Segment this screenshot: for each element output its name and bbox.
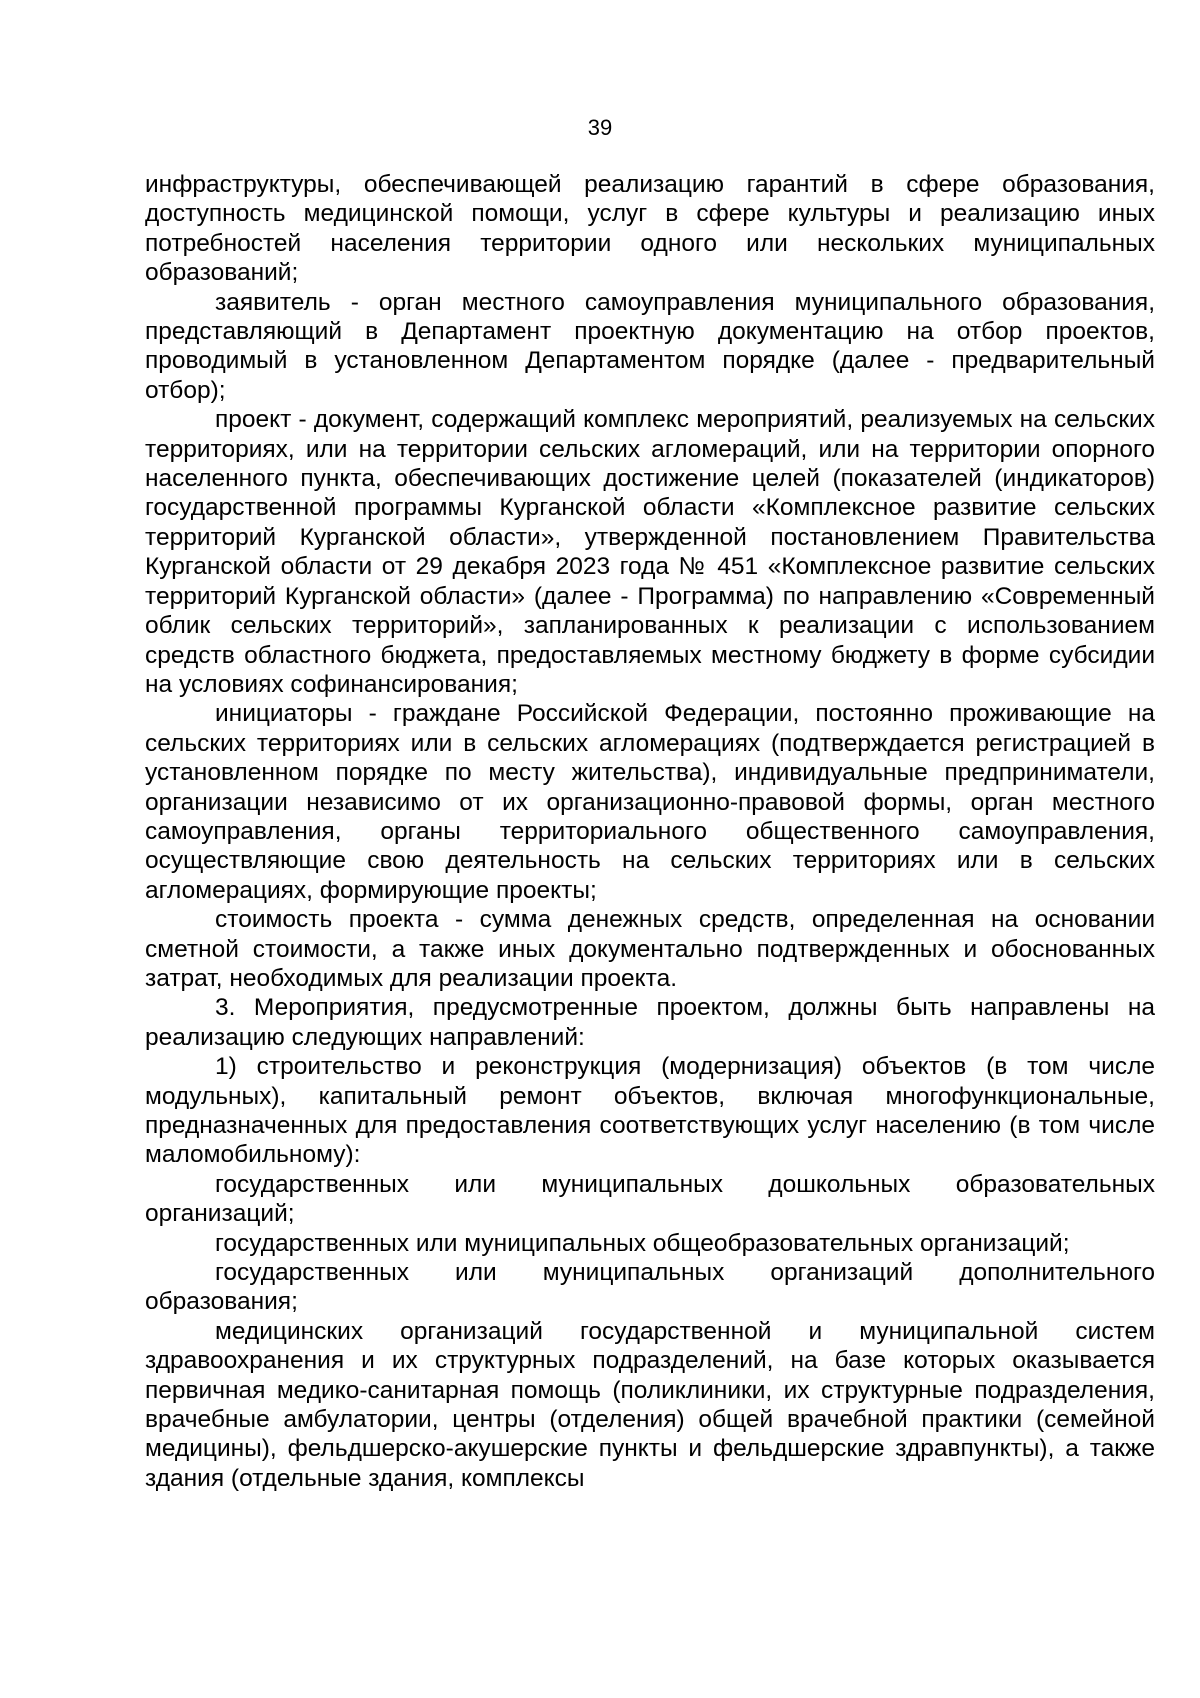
paragraph-item-1: 1) строительство и реконструкция (модернизация) объектов (в том числе модульных), капитальный ремонт объектов, включая многофункциональные, предназначенных для предоставления соответствующих услуг населению (в том числе маломобильному): xyxy=(145,1053,1155,1169)
paragraph-initiators-definition: инициаторы - граждане Российской Федерации, постоянно проживающие на сельских территориях или в сельских агломерациях (подтверждается регистрацией в установленном порядке по месту жительства), индивидуальные предприниматели, организации независимо от их организационно-правовой формы, орган местного самоуправления, органы территориального общественного самоуправления, осуществляющие свою деятельность на сельских территориях или в сельских агломерациях, формирующие проекты; xyxy=(145,700,1155,904)
paragraph-preschool-organizations: государственных или муниципальных дошкольных образовательных организаций; xyxy=(145,1170,1155,1228)
paragraph-project-cost-definition: стоимость проекта - сумма денежных средств, определенная на основании сметной стоимости, а также иных документально подтвержденных и обоснованных затрат, необходимых для реализации проекта. xyxy=(145,906,1155,992)
paragraph-project-definition: проект - документ, содержащий комплекс мероприятий, реализуемых на сельских территориях, или на территории сельских агломераций, или на территории опорного населенного пункта, обеспечивающих достижение целей (показателей (индикаторов) государственной программы Курганской области «Комплексное развитие сельских территорий Курганской области», утвержденной постановлением Правительства Курганской области от 29 декабря 2023 года № 451 «Комплексное развитие сельских территорий Курганской области» (далее - Программа) по направлению «Современный облик сельских территорий», запланированных к реализации с использованием средств областного бюджета, предоставляемых местному бюджету в форме субсидии на условиях софинансирования; xyxy=(145,406,1155,698)
paragraph-section-3: 3. Мероприятия, предусмотренные проектом, должны быть направлены на реализацию следующих направлений: xyxy=(145,994,1155,1051)
paragraph-medical-organizations: медицинских организаций государственной и муниципальной систем здравоохранения и их структурных подразделений, на базе которых оказывается первичная медико-санитарная помощь (поликлиники, их структурные подразделения, врачебные амбулатории, центры (отделения) общей врачебной практики (семейной медицины), фельдшерско-акушерские пункты и фельдшерские здравпункты), а также здания (отдельные здания, комплексы xyxy=(145,1317,1155,1492)
page-number: 39 xyxy=(587,115,613,140)
document-body xyxy=(145,170,1155,1493)
paragraph-additional-education-organizations: государственных или муниципальных организаций дополнительного образования; xyxy=(145,1259,1155,1316)
paragraph-applicant-definition: заявитель - орган местного самоуправления муниципального образования, представляющий в Департамент проектную документацию на отбор проектов, проводимый в установленном Департаментом порядке (далее - предварительный отбор); xyxy=(145,288,1155,404)
paragraph-general-education-organizations: государственных или муниципальных общеобразовательных организаций; xyxy=(215,1229,1070,1257)
paragraph-infrastructure-continuation: инфраструктуры, обеспечивающей реализацию гарантий в сфере образования, доступность медицинской помощи, услуг в сфере культуры и реализацию иных потребностей населения территории одного или нескольких муниципальных образований; xyxy=(145,171,1155,287)
